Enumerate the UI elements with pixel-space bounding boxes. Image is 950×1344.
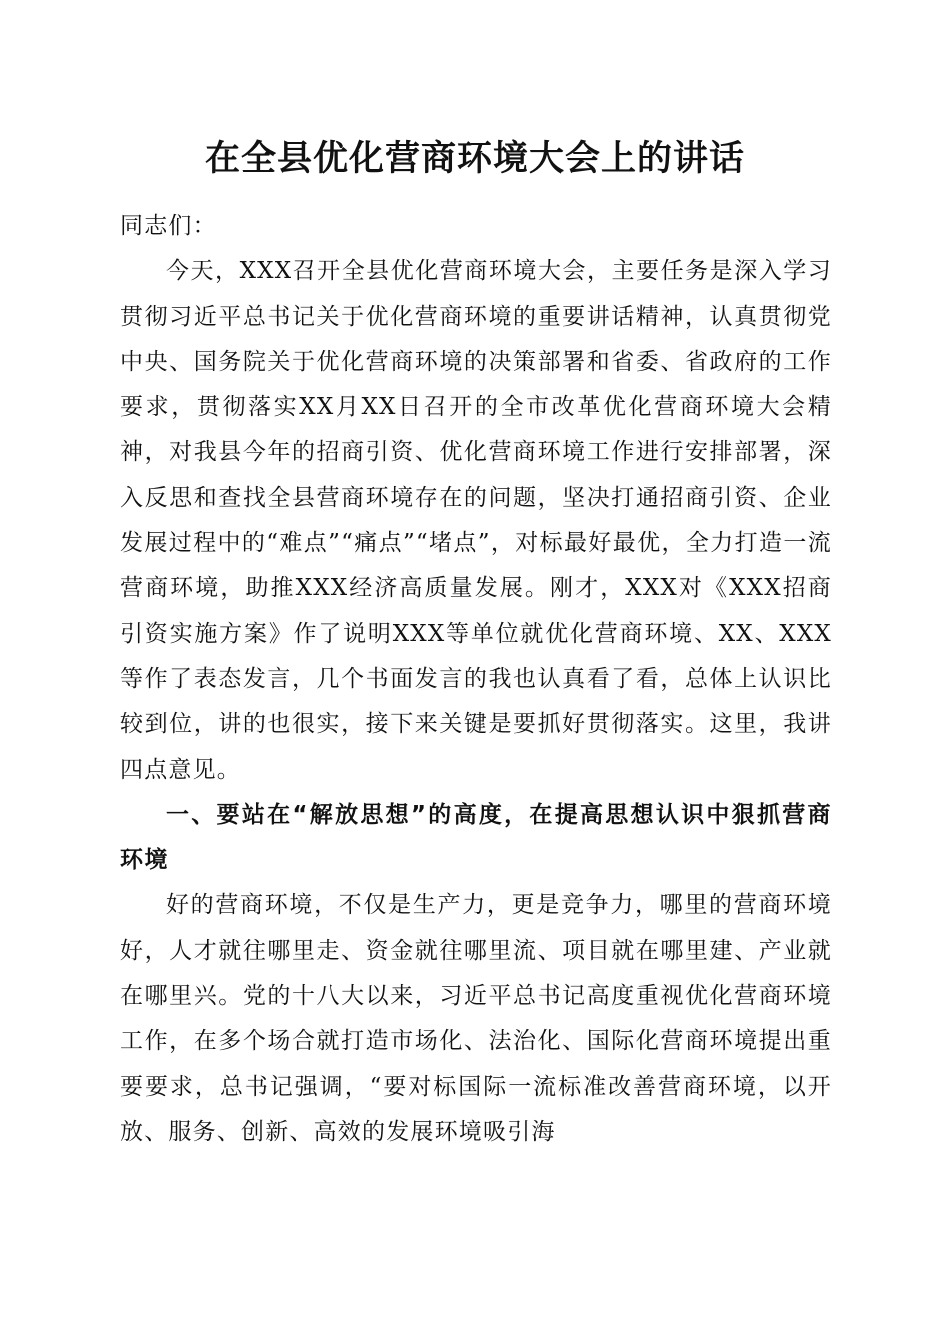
paragraph-intro: 今天，XXX召开全县优化营商环境大会，主要任务是深入学习贯彻习近平总书记关于优化营商环境的重要讲话精神，认真贯彻党中央、国务院关于优化营商环境的决策部署和省委、省政府的工作要求，贯彻落实XX月XX日召开的全市改革优化营商环境大会精神，对我县今年的招商引资、优化营商环境工作进行安排部署，深入反思和查找全县营商环境存在的问题，坚决打通招商引资、企业发展过程中的“难点”“痛点”“堵点”，对标最好最优，全力打造一流营商环境，助推XXX经济高质量发展。刚才，XXX对《XXX招商引资实施方案》作了说明XXX等单位就优化营商环境、XX、XXX等作了表态发言，几个书面发言的我也认真看了看，总体上认识比较到位，讲的也很实，接下来关键是要抓好贯彻落实。这里，我讲四点意见。 xyxy=(120,258,832,783)
document-body xyxy=(120,204,832,1155)
salutation: 同志们： xyxy=(120,213,217,239)
document-title: 在全县优化营商环境大会上的讲话 xyxy=(204,138,745,179)
paragraph-section-1: 好的营商环境，不仅是生产力，更是竞争力，哪里的营商环境好，人才就往哪里走、资金就往哪里流、项目就在哪里建、产业就在哪里兴。党的十八大以来，习近平总书记高度重视优化营商环境工作，在多个场合就打造市场化、法治化、国际化营商环境提出重要要求，总书记强调，“要对标国际一流标准改善营商环境，以开放、服务、创新、高效的发展环境吸引海 xyxy=(120,892,832,1145)
section-heading-1: 一、要站在“解放思想”的高度，在提高思想认识中狠抓营商环境 xyxy=(120,801,832,874)
